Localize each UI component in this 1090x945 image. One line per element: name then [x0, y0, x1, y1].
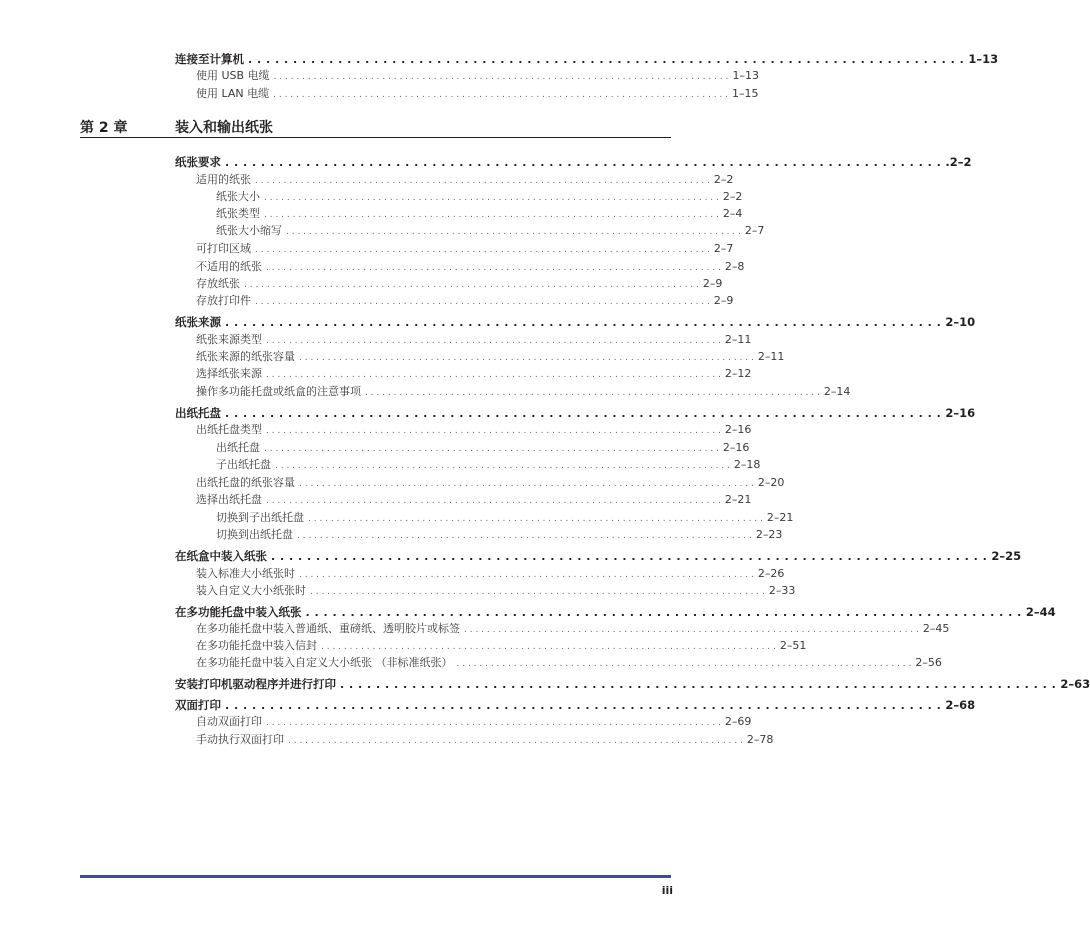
toc-leader-dots: . . . . . . . . . . . . . . . . . . . . . . . . . . . . . . . . . . . . . . . . . . . . . . . . . . . . . . . . . . . . . . . . . . . . . . . . . . . . . . . . [340, 678, 1057, 691]
toc-subsubsection-entry[interactable] [216, 189, 743, 205]
toc-leader-dots: . . . . . . . . . . . . . . . . . . . . . . . . . . . . . . . . . . . . . . . . . . . . . . . . . . . . . . . . . . . . . . . . . . . . . . . . . . . . . . . . [286, 227, 741, 237]
toc-leader-dots: . . . . . . . . . . . . . . . . . . . . . . . . . . . . . . . . . . . . . . . . . . . . . . . . . . . . . . . . . . . . . . . . . . . . . . . . . . . . . . . . [266, 718, 721, 728]
toc-leader-dots: . . . . . . . . . . . . . . . . . . . . . . . . . . . . . . . . . . . . . . . . . . . . . . . . . . . . . . . . . . . . . . . . . . . . . . . . . . . . . . . . [225, 156, 942, 169]
toc-leader-dots: . . . . . . . . . . . . . . . . . . . . . . . . . . . . . . . . . . . . . . . . . . . . . . . . . . . . . . . . . . . . . . . . . . . . . . . . . . . . . . . . [464, 625, 919, 635]
toc-entry-page: 2–14 [820, 384, 851, 400]
toc-leader-dots: . . . . . . . . . . . . . . . . . . . . . . . . . . . . . . . . . . . . . . . . . . . . . . . . . . . . . . . . . . . . . . . . . . . . . . . . . . . . . . . . [255, 297, 710, 307]
toc-entry-label: 连接至计算机 [175, 51, 248, 67]
toc-leader-dots: . . . . . . . . . . . . . . . . . . . . . . . . . . . . . . . . . . . . . . . . . . . . . . . . . . . . . . . . . . . . . . . . . . . . . . . . . . . . . . . . [456, 659, 912, 669]
toc-section-entry[interactable] [175, 405, 976, 421]
toc-subsection-entry[interactable] [196, 422, 752, 438]
toc-leader-dots: . . . . . . . . . . . . . . . . . . . . . . . . . . . . . . . . . . . . . . . . . . . . . . . . . . . . . . . . . . . . . . . . . . . . . . . . . . . . . . . . [299, 479, 754, 489]
toc-entry-page: 2–7 [741, 223, 765, 239]
toc-section-entry[interactable] [175, 314, 976, 330]
toc-subsection-entry[interactable] [196, 276, 723, 292]
toc-entry-page: 2–2 [719, 189, 743, 205]
toc-entry-label: 纸张类型 [216, 206, 264, 222]
toc-entry-page: 2–16 [941, 405, 975, 421]
toc-entry-label: 切换到子出纸托盘 [216, 510, 308, 526]
toc-entry-page: 2–23 [752, 527, 783, 543]
toc-leader-dots: . . . . . . . . . . . . . . . . . . . . . . . . . . . . . . . . . . . . . . . . . . . . . . . . . . . . . . . . . . . . . . . . . . . . . . . . . . . . . . . . [255, 245, 710, 255]
toc-subsection-entry[interactable] [196, 293, 734, 309]
toc-entry-label: 适用的纸张 [196, 172, 255, 188]
toc-entry-page: 2–11 [721, 332, 752, 348]
toc-entry-page: 2–44 [1022, 604, 1056, 620]
toc-entry-page: 2–33 [765, 583, 796, 599]
toc-entry-page: 2–9 [710, 293, 734, 309]
toc-leader-dots: . . . . . . . . . . . . . . . . . . . . . . . . . . . . . . . . . . . . . . . . . . . . . . . . . . . . . . . . . . . . . . . . . . . . . . . . . . . . . . . . [299, 353, 754, 363]
toc-subsubsection-entry[interactable] [216, 223, 765, 239]
toc-subsection-entry[interactable] [196, 384, 851, 400]
toc-subsubsection-entry[interactable] [216, 457, 761, 473]
toc-subsection-entry[interactable] [196, 366, 752, 382]
toc-leader-dots: . . . . . . . . . . . . . . . . . . . . . . . . . . . . . . . . . . . . . . . . . . . . . . . . . . . . . . . . . . . . . . . . . . . . . . . . . . . . . . . . [264, 193, 719, 203]
toc-subsubsection-entry[interactable] [216, 206, 743, 222]
toc-entry-label: 操作多功能托盘或纸盒的注意事项 [196, 384, 365, 400]
toc-entry-page: 1–15 [728, 86, 759, 102]
toc-leader-dots: . . . . . . . . . . . . . . . . . . . . . . . . . . . . . . . . . . . . . . . . . . . . . . . . . . . . . . . . . . . . . . . . . . . . . . . . . . . . . . . . [266, 426, 721, 436]
toc-leader-dots: . . . . . . . . . . . . . . . . . . . . . . . . . . . . . . . . . . . . . . . . . . . . . . . . . . . . . . . . . . . . . . . . . . . . . . . . . . . . . . . . [244, 280, 699, 290]
toc-entry-page: 2–78 [743, 732, 774, 748]
toc-entry-page: 2–7 [710, 241, 734, 257]
toc-entry-label: 纸张大小缩写 [216, 223, 286, 239]
toc-entry-page: 2–2 [710, 172, 734, 188]
toc-entry-label: 装入标准大小纸张时 [196, 566, 299, 582]
toc-leader-dots: . . . . . . . . . . . . . . . . . . . . . . . . . . . . . . . . . . . . . . . . . . . . . . . . . . . . . . . . . . . . . . . . . . . . . . . . . . . . . . . . [266, 263, 721, 273]
page-number: iii [661, 884, 673, 897]
toc-leader-dots: . . . . . . . . . . . . . . . . . . . . . . . . . . . . . . . . . . . . . . . . . . . . . . . . . . . . . . . . . . . . . . . . . . . . . . . . . . . . . . . . [266, 336, 721, 346]
toc-entry-label: 在多功能托盘中装入信封 [196, 638, 321, 654]
toc-section-entry[interactable] [175, 154, 972, 170]
toc-entry-page: .2–2 [941, 154, 971, 170]
toc-entry-label: 在多功能托盘中装入普通纸、重磅纸、透明胶片或标签 [196, 621, 464, 637]
toc-subsubsection-entry[interactable] [216, 510, 794, 526]
toc-entry-label: 存放打印件 [196, 293, 255, 309]
toc-entry-label: 出纸托盘的纸张容量 [196, 475, 299, 491]
toc-entry-page: 2–69 [721, 714, 752, 730]
toc-entry-page: 2–20 [754, 475, 785, 491]
toc-entry-label: 安装打印机驱动程序并进行打印 [175, 676, 340, 692]
footer-rule [80, 875, 671, 878]
toc-entry-page: 2–18 [730, 457, 761, 473]
toc-leader-dots: . . . . . . . . . . . . . . . . . . . . . . . . . . . . . . . . . . . . . . . . . . . . . . . . . . . . . . . . . . . . . . . . . . . . . . . . . . . . . . . . [225, 316, 942, 329]
toc-entry-label: 选择纸张来源 [196, 366, 266, 382]
toc-subsection-entry[interactable] [196, 241, 734, 257]
toc-entry-page: 2–12 [721, 366, 752, 382]
toc-subsection-entry[interactable] [196, 259, 745, 275]
toc-leader-dots: . . . . . . . . . . . . . . . . . . . . . . . . . . . . . . . . . . . . . . . . . . . . . . . . . . . . . . . . . . . . . . . . . . . . . . . . . . . . . . . . [264, 210, 719, 220]
toc-subsection-entry[interactable] [196, 68, 759, 84]
toc-section-entry[interactable] [175, 697, 976, 713]
toc-entry-label: 在纸盒中装入纸张 [175, 548, 271, 564]
toc-leader-dots: . . . . . . . . . . . . . . . . . . . . . . . . . . . . . . . . . . . . . . . . . . . . . . . . . . . . . . . . . . . . . . . . . . . . . . . . . . . . . . . . [305, 606, 1022, 619]
toc-entry-label: 在多功能托盘中装入纸张 [175, 604, 306, 620]
toc-section-entry[interactable] [175, 676, 1090, 692]
toc-leader-dots: . . . . . . . . . . . . . . . . . . . . . . . . . . . . . . . . . . . . . . . . . . . . . . . . . . . . . . . . . . . . . . . . . . . . . . . . . . . . . . . . [275, 461, 730, 471]
toc-leader-dots: . . . . . . . . . . . . . . . . . . . . . . . . . . . . . . . . . . . . . . . . . . . . . . . . . . . . . . . . . . . . . . . . . . . . . . . . . . . . . . . . [365, 388, 820, 398]
toc-entry-label: 在多功能托盘中装入自定义大小纸张 （非标准纸张） [196, 655, 457, 671]
toc-leader-dots: . . . . . . . . . . . . . . . . . . . . . . . . . . . . . . . . . . . . . . . . . . . . . . . . . . . . . . . . . . . . . . . . . . . . . . . . . . . . . . . . [266, 496, 721, 506]
toc-entry-page: 2–25 [987, 548, 1021, 564]
toc-entry-page: 1–13 [964, 51, 998, 67]
toc-section-entry[interactable] [175, 548, 1022, 564]
toc-entry-label: 可打印区域 [196, 241, 255, 257]
toc-subsection-entry[interactable] [196, 621, 950, 637]
toc-subsection-entry[interactable] [196, 566, 785, 582]
toc-entry-page: 2–21 [763, 510, 794, 526]
toc-entry-page: 2–63 [1056, 676, 1090, 692]
toc-entry-page: 2–9 [699, 276, 723, 292]
toc-entry-label: 使用 USB 电缆 [196, 68, 274, 84]
toc-entry-label: 双面打印 [175, 697, 225, 713]
toc-entry-label: 装入自定义大小纸张时 [196, 583, 310, 599]
toc-entry-page: 2–16 [721, 422, 752, 438]
toc-leader-dots: . . . . . . . . . . . . . . . . . . . . . . . . . . . . . . . . . . . . . . . . . . . . . . . . . . . . . . . . . . . . . . . . . . . . . . . . . . . . . . . . [271, 550, 988, 563]
toc-entry-page: 2–10 [941, 314, 975, 330]
toc-entry-label: 纸张大小 [216, 189, 264, 205]
chapter-number: 第 2 章 [80, 120, 128, 136]
toc-leader-dots: . . . . . . . . . . . . . . . . . . . . . . . . . . . . . . . . . . . . . . . . . . . . . . . . . . . . . . . . . . . . . . . . . . . . . . . . . . . . . . . . [299, 570, 754, 580]
toc-entry-label: 选择出纸托盘 [196, 492, 266, 508]
toc-leader-dots: . . . . . . . . . . . . . . . . . . . . . . . . . . . . . . . . . . . . . . . . . . . . . . . . . . . . . . . . . . . . . . . . . . . . . . . . . . . . . . . . [248, 53, 965, 66]
toc-entry-label: 纸张来源类型 [196, 332, 266, 348]
toc-subsection-entry[interactable] [196, 714, 752, 730]
toc-entry-label: 纸张来源的纸张容量 [196, 349, 299, 365]
toc-entry-label: 切换到出纸托盘 [216, 527, 297, 543]
toc-section-entry[interactable] [175, 604, 1056, 620]
toc-subsubsection-entry[interactable] [216, 527, 783, 543]
toc-entry-page: 2–26 [754, 566, 785, 582]
toc-section-entry[interactable] [175, 51, 999, 67]
toc-subsubsection-entry[interactable] [216, 440, 750, 456]
toc-leader-dots: . . . . . . . . . . . . . . . . . . . . . . . . . . . . . . . . . . . . . . . . . . . . . . . . . . . . . . . . . . . . . . . . . . . . . . . . . . . . . . . . [288, 736, 743, 746]
toc-subsection-entry[interactable] [196, 583, 796, 599]
toc-entry-label: 不适用的纸张 [196, 259, 266, 275]
toc-leader-dots: . . . . . . . . . . . . . . . . . . . . . . . . . . . . . . . . . . . . . . . . . . . . . . . . . . . . . . . . . . . . . . . . . . . . . . . . . . . . . . . . [273, 90, 729, 100]
toc-leader-dots: . . . . . . . . . . . . . . . . . . . . . . . . . . . . . . . . . . . . . . . . . . . . . . . . . . . . . . . . . . . . . . . . . . . . . . . . . . . . . . . . [273, 72, 729, 82]
toc-entry-page: 1–13 [728, 68, 759, 84]
toc-entry-label: 使用 LAN 电缆 [196, 86, 273, 102]
toc-subsection-entry[interactable] [196, 492, 752, 508]
toc-entry-page: 2–11 [754, 349, 785, 365]
toc-entry-label: 手动执行双面打印 [196, 732, 288, 748]
toc-leader-dots: . . . . . . . . . . . . . . . . . . . . . . . . . . . . . . . . . . . . . . . . . . . . . . . . . . . . . . . . . . . . . . . . . . . . . . . . . . . . . . . . [255, 176, 710, 186]
toc-subsection-entry[interactable] [196, 732, 774, 748]
toc-leader-dots: . . . . . . . . . . . . . . . . . . . . . . . . . . . . . . . . . . . . . . . . . . . . . . . . . . . . . . . . . . . . . . . . . . . . . . . . . . . . . . . . [321, 642, 776, 652]
toc-leader-dots: . . . . . . . . . . . . . . . . . . . . . . . . . . . . . . . . . . . . . . . . . . . . . . . . . . . . . . . . . . . . . . . . . . . . . . . . . . . . . . . . [308, 514, 763, 524]
toc-entry-page: 2–45 [919, 621, 950, 637]
toc-subsection-entry[interactable] [196, 638, 807, 654]
toc-subsection-entry[interactable] [196, 349, 785, 365]
toc-entry-label: 出纸托盘 [175, 405, 225, 421]
toc-leader-dots: . . . . . . . . . . . . . . . . . . . . . . . . . . . . . . . . . . . . . . . . . . . . . . . . . . . . . . . . . . . . . . . . . . . . . . . . . . . . . . . . [310, 587, 765, 597]
toc-entry-page: 2–4 [719, 206, 743, 222]
toc-entry-page: 2–16 [719, 440, 750, 456]
chapter-title: 装入和输出纸张 [175, 120, 273, 136]
toc-entry-page: 2–51 [776, 638, 807, 654]
toc-entry-page: 2–8 [721, 259, 745, 275]
toc-leader-dots: . . . . . . . . . . . . . . . . . . . . . . . . . . . . . . . . . . . . . . . . . . . . . . . . . . . . . . . . . . . . . . . . . . . . . . . . . . . . . . . . [264, 444, 719, 454]
toc-leader-dots: . . . . . . . . . . . . . . . . . . . . . . . . . . . . . . . . . . . . . . . . . . . . . . . . . . . . . . . . . . . . . . . . . . . . . . . . . . . . . . . . [297, 531, 752, 541]
toc-entry-page: 2–68 [941, 697, 975, 713]
toc-leader-dots: . . . . . . . . . . . . . . . . . . . . . . . . . . . . . . . . . . . . . . . . . . . . . . . . . . . . . . . . . . . . . . . . . . . . . . . . . . . . . . . . [225, 699, 942, 712]
toc-leader-dots: . . . . . . . . . . . . . . . . . . . . . . . . . . . . . . . . . . . . . . . . . . . . . . . . . . . . . . . . . . . . . . . . . . . . . . . . . . . . . . . . [225, 407, 942, 420]
toc-entry-label: 出纸托盘类型 [196, 422, 266, 438]
toc-leader-dots: . . . . . . . . . . . . . . . . . . . . . . . . . . . . . . . . . . . . . . . . . . . . . . . . . . . . . . . . . . . . . . . . . . . . . . . . . . . . . . . . [266, 370, 721, 380]
toc-entry-page: 2–21 [721, 492, 752, 508]
toc-subsection-entry[interactable] [196, 332, 752, 348]
toc-entry-label: 出纸托盘 [216, 440, 264, 456]
toc-entry-page: 2–56 [911, 655, 942, 671]
toc-subsection-entry[interactable] [196, 172, 734, 188]
toc-entry-label: 自动双面打印 [196, 714, 266, 730]
toc-entry-label: 存放纸张 [196, 276, 244, 292]
toc-subsection-entry[interactable] [196, 655, 942, 671]
toc-entry-label: 纸张来源 [175, 314, 225, 330]
toc-subsection-entry[interactable] [196, 86, 759, 102]
toc-entry-label: 纸张要求 [175, 154, 225, 170]
toc-subsection-entry[interactable] [196, 475, 785, 491]
toc-entry-label: 子出纸托盘 [216, 457, 275, 473]
chapter-heading [80, 115, 671, 138]
